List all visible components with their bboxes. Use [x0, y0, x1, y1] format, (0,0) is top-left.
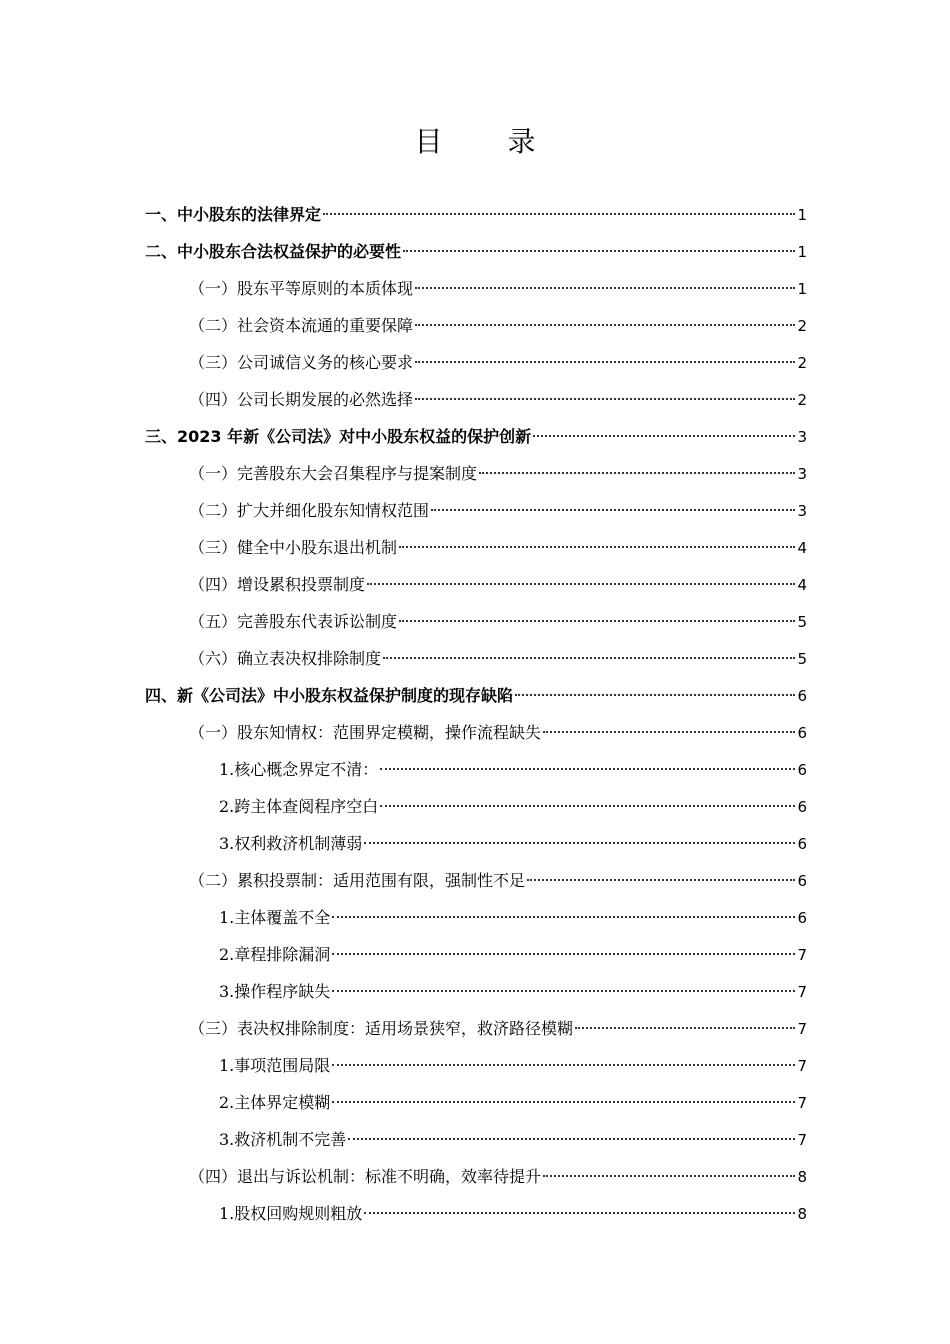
toc-page-number: 7 — [797, 1094, 807, 1112]
toc-entry[interactable] — [145, 1195, 807, 1232]
toc-dot-leader — [543, 731, 795, 733]
toc-dot-leader — [332, 1064, 795, 1066]
toc-entry[interactable] — [145, 270, 807, 307]
toc-dot-leader — [348, 1138, 795, 1140]
toc-dot-leader — [332, 953, 795, 955]
toc-entry-title: 2.跨主体查阅程序空白 — [219, 797, 379, 816]
toc-page-number: 8 — [797, 1205, 807, 1223]
toc-entry[interactable] — [145, 196, 807, 233]
toc-list — [145, 196, 807, 1232]
toc-entry-title: （三）表决权排除制度：适用场景狭窄，救济路径模糊 — [189, 1019, 574, 1038]
toc-entry-title: 1.主体覆盖不全 — [219, 908, 331, 927]
toc-dot-leader — [543, 1175, 795, 1177]
toc-page-number: 8 — [797, 1168, 807, 1186]
toc-page-number: 5 — [797, 650, 807, 668]
toc-entry[interactable] — [145, 640, 807, 677]
toc-page-number: 6 — [797, 872, 807, 890]
toc-dot-leader — [332, 990, 795, 992]
toc-dot-leader — [415, 287, 795, 289]
toc-entry-title: （五）完善股东代表诉讼制度 — [189, 612, 398, 631]
toc-entry-title: 3.权利救济机制薄弱 — [219, 834, 363, 853]
toc-entry[interactable] — [145, 529, 807, 566]
toc-entry-title: （三）健全中小股东退出机制 — [189, 538, 398, 557]
toc-entry[interactable] — [145, 418, 807, 455]
toc-entry[interactable] — [145, 751, 807, 788]
toc-page-number: 1 — [797, 206, 807, 224]
toc-dot-leader — [332, 1101, 795, 1103]
toc-entry[interactable] — [145, 973, 807, 1010]
toc-page-number: 2 — [797, 354, 807, 372]
toc-entry-title: 1.事项范围局限 — [219, 1056, 331, 1075]
toc-dot-leader — [323, 213, 795, 215]
toc-dot-leader — [399, 546, 795, 548]
toc-page-number: 2 — [797, 391, 807, 409]
toc-entry[interactable] — [145, 381, 807, 418]
toc-entry-title: 3.救济机制不完善 — [219, 1130, 347, 1149]
toc-entry-title: （一）完善股东大会召集程序与提案制度 — [189, 464, 478, 483]
toc-dot-leader — [575, 1027, 795, 1029]
toc-dot-leader — [415, 324, 795, 326]
toc-page-number: 3 — [797, 465, 807, 483]
toc-dot-leader — [380, 768, 795, 770]
toc-entry[interactable] — [145, 899, 807, 936]
toc-dot-leader — [399, 620, 795, 622]
toc-dot-leader — [415, 361, 795, 363]
toc-page-number: 7 — [797, 1057, 807, 1075]
toc-entry-title: （二）社会资本流通的重要保障 — [189, 316, 414, 335]
toc-entry-title: （二）扩大并细化股东知情权范围 — [189, 501, 430, 520]
toc-page-number: 6 — [797, 687, 807, 705]
toc-entry-title: 3.操作程序缺失 — [219, 982, 331, 1001]
toc-entry[interactable] — [145, 307, 807, 344]
toc-dot-leader — [527, 879, 795, 881]
toc-entry-title: （四）公司长期发展的必然选择 — [189, 390, 414, 409]
toc-entry[interactable] — [145, 677, 807, 714]
toc-entry[interactable] — [145, 233, 807, 270]
toc-entry-title: （六）确立表决权排除制度 — [189, 649, 382, 668]
toc-page-number: 4 — [797, 576, 807, 594]
toc-dot-leader — [515, 694, 795, 696]
toc-entry[interactable] — [145, 455, 807, 492]
toc-page-number: 3 — [797, 502, 807, 520]
toc-entry[interactable] — [145, 1121, 807, 1158]
toc-page-number: 7 — [797, 983, 807, 1001]
toc-entry-title: 1.股权回购规则粗放 — [219, 1204, 363, 1223]
toc-page-number: 6 — [797, 909, 807, 927]
toc-entry[interactable] — [145, 344, 807, 381]
toc-entry-title: 三、2023 年新《公司法》对中小股东权益的保护创新 — [145, 427, 532, 446]
toc-page-number: 6 — [797, 761, 807, 779]
toc-page-number: 1 — [797, 280, 807, 298]
toc-dot-leader — [367, 583, 795, 585]
toc-entry-title: 四、新《公司法》中小股东权益保护制度的现存缺陷 — [145, 686, 514, 705]
toc-entry-title: （一）股东平等原则的本质体现 — [189, 279, 414, 298]
toc-entry-title: （一）股东知情权：范围界定模糊，操作流程缺失 — [189, 723, 542, 742]
toc-dot-leader — [479, 472, 795, 474]
toc-page-number: 4 — [797, 539, 807, 557]
toc-dot-leader — [383, 657, 795, 659]
toc-dot-leader — [332, 916, 795, 918]
toc-dot-leader — [431, 509, 795, 511]
toc-entry-title: 2.章程排除漏洞 — [219, 945, 331, 964]
toc-entry[interactable] — [145, 1084, 807, 1121]
toc-entry-title: （四）退出与诉讼机制：标准不明确，效率待提升 — [189, 1167, 542, 1186]
toc-dot-leader — [364, 842, 795, 844]
toc-title: 目 录 — [414, 125, 564, 158]
toc-dot-leader — [533, 435, 795, 437]
toc-dot-leader — [415, 398, 795, 400]
toc-entry[interactable] — [145, 1047, 807, 1084]
toc-entry-title: 二、中小股东合法权益保护的必要性 — [145, 242, 402, 261]
toc-entry-title: （三）公司诚信义务的核心要求 — [189, 353, 414, 372]
toc-entry[interactable] — [145, 1158, 807, 1195]
toc-dot-leader — [364, 1212, 795, 1214]
toc-dot-leader — [403, 250, 795, 252]
toc-page-number: 7 — [797, 1020, 807, 1038]
toc-entry-title: （二）累积投票制：适用范围有限，强制性不足 — [189, 871, 526, 890]
toc-entry[interactable] — [145, 825, 807, 862]
toc-page-number: 5 — [797, 613, 807, 631]
toc-entry[interactable] — [145, 492, 807, 529]
toc-entry[interactable] — [145, 788, 807, 825]
toc-page-number: 7 — [797, 946, 807, 964]
toc-entry[interactable] — [145, 862, 807, 899]
toc-page-number: 6 — [797, 798, 807, 816]
toc-page-number: 2 — [797, 317, 807, 335]
toc-entry-title: 一、中小股东的法律界定 — [145, 205, 322, 224]
toc-entry[interactable] — [145, 1010, 807, 1047]
toc-page-number: 6 — [797, 724, 807, 742]
toc-entry[interactable] — [145, 603, 807, 640]
toc-dot-leader — [380, 805, 795, 807]
toc-page-number: 3 — [797, 428, 807, 446]
toc-page-number: 6 — [797, 835, 807, 853]
toc-entry-title: 2.主体界定模糊 — [219, 1093, 331, 1112]
toc-entry[interactable] — [145, 566, 807, 603]
toc-entry-title: （四）增设累积投票制度 — [189, 575, 366, 594]
toc-page-number: 1 — [797, 243, 807, 261]
toc-entry[interactable] — [145, 936, 807, 973]
toc-page-number: 7 — [797, 1131, 807, 1149]
toc-entry[interactable] — [145, 714, 807, 751]
toc-entry-title: 1.核心概念界定不清： — [219, 760, 379, 779]
